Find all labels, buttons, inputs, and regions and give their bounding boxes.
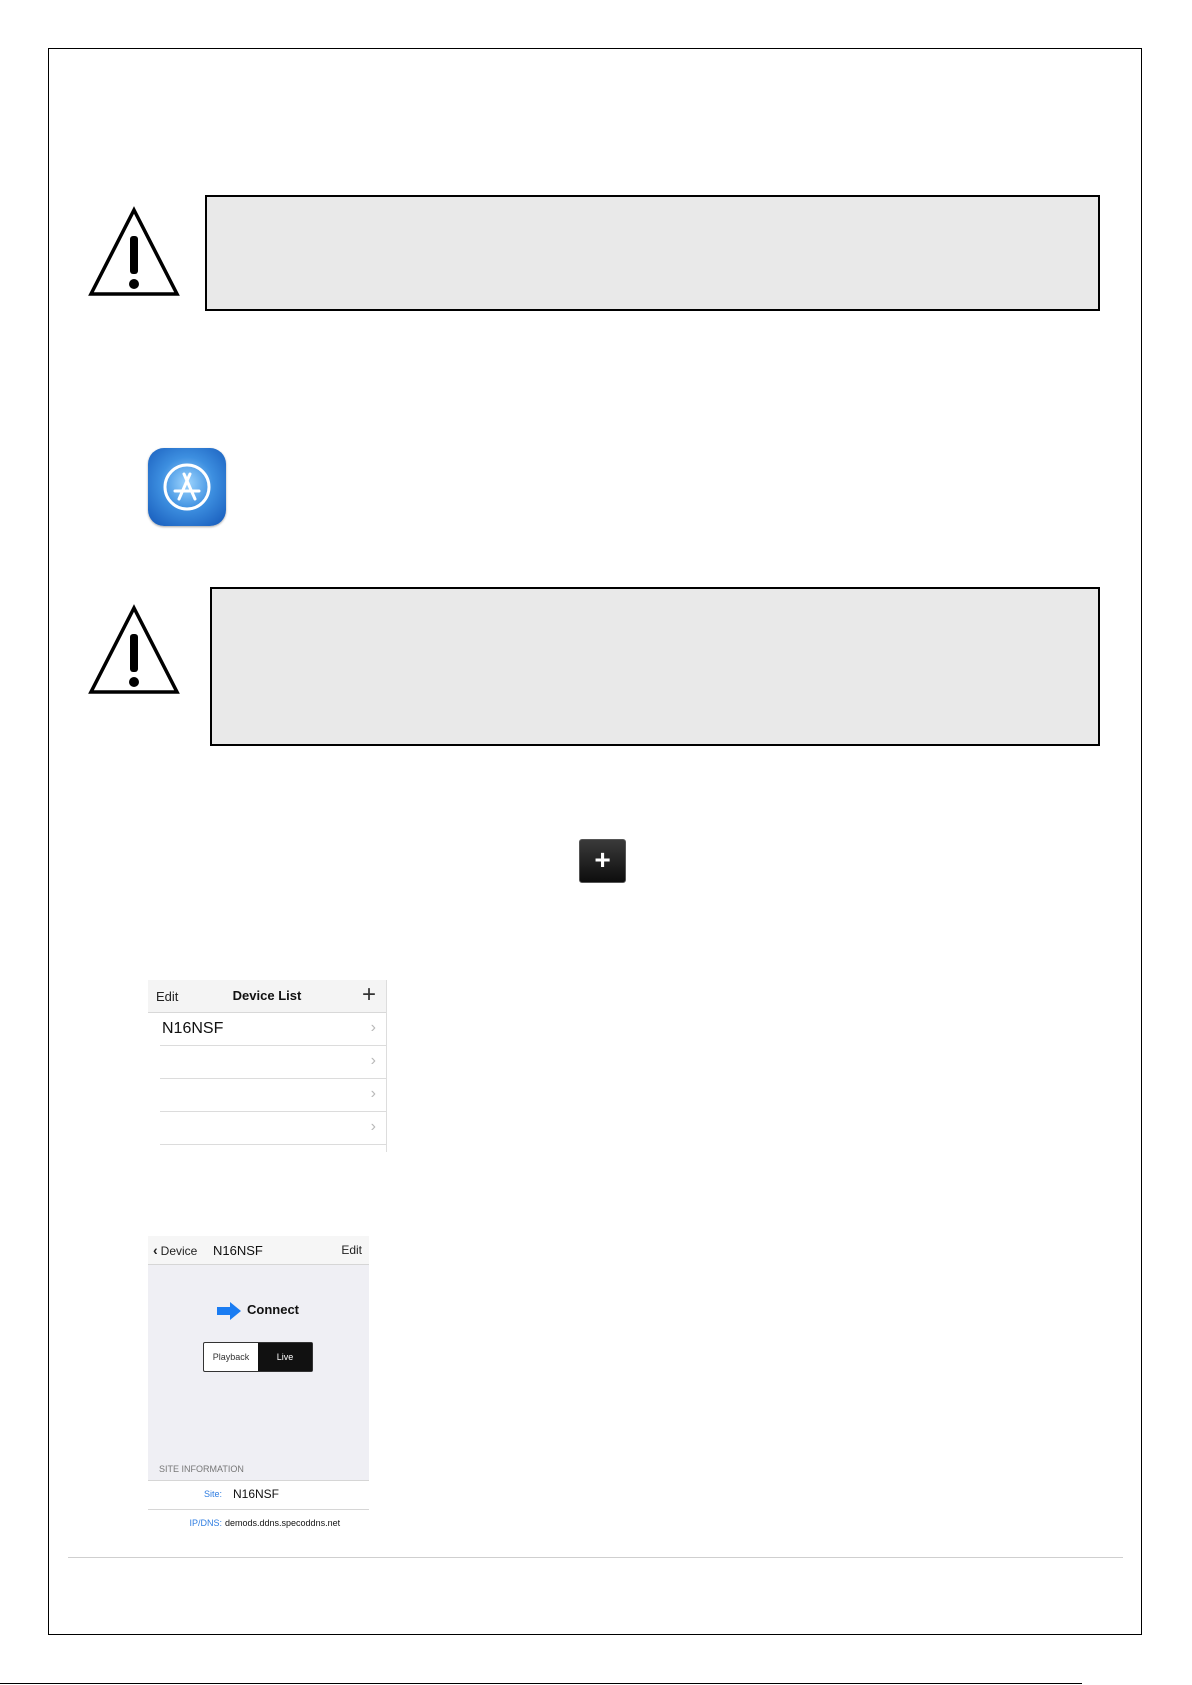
field-key: Site: [203, 1489, 222, 1499]
back-label: Device [160, 1244, 198, 1258]
site-field-row[interactable] [148, 1480, 369, 1509]
chevron-right-icon: › [370, 1085, 376, 1102]
right-arrow-icon [216, 1302, 242, 1320]
device-list-screenshot [148, 980, 387, 1152]
ip-dns-field-row[interactable] [148, 1509, 369, 1536]
bottom-rule [0, 1683, 1082, 1684]
device-detail-nav [148, 1236, 369, 1265]
field-key: IP/DNS: [189, 1518, 222, 1528]
plus-icon: + [594, 844, 611, 875]
section-header: SITE INFORMATION [159, 1464, 244, 1474]
chevron-right-icon: › [370, 1052, 376, 1069]
warning-triangle-icon [88, 206, 180, 298]
footer-rule [68, 1557, 1123, 1558]
device-list-header [148, 980, 386, 1013]
add-device-button[interactable] [579, 839, 626, 883]
warning-note-box [210, 587, 1100, 746]
device-detail-screenshot [148, 1236, 369, 1536]
warning-triangle-icon [88, 604, 180, 696]
mode-segmented-control [203, 1342, 313, 1372]
device-name: N16NSF [162, 1020, 224, 1037]
add-device-button[interactable]: + [361, 981, 376, 1008]
device-row[interactable] [160, 1013, 386, 1046]
live-segment[interactable]: Live [258, 1343, 312, 1371]
device-row[interactable] [160, 1046, 386, 1079]
device-detail-title: N16NSF [213, 1243, 263, 1258]
back-button[interactable] [153, 1242, 197, 1258]
device-row[interactable] [160, 1079, 386, 1112]
chevron-right-icon: › [370, 1118, 376, 1135]
device-row[interactable] [160, 1112, 386, 1145]
app-store-icon[interactable] [148, 448, 226, 526]
edit-button[interactable]: Edit [156, 989, 179, 1004]
field-value: demods.ddns.specoddns.net [225, 1518, 341, 1528]
chevron-right-icon: › [370, 1019, 376, 1036]
edit-button[interactable]: Edit [341, 1243, 362, 1257]
field-value: N16NSF [233, 1487, 280, 1501]
connect-button[interactable]: Connect [247, 1302, 299, 1317]
chevron-left-icon: ‹ [153, 1242, 158, 1258]
playback-segment[interactable]: Playback [212, 1352, 250, 1362]
warning-note-box [205, 195, 1100, 311]
device-list-title: Device List [232, 988, 302, 1003]
